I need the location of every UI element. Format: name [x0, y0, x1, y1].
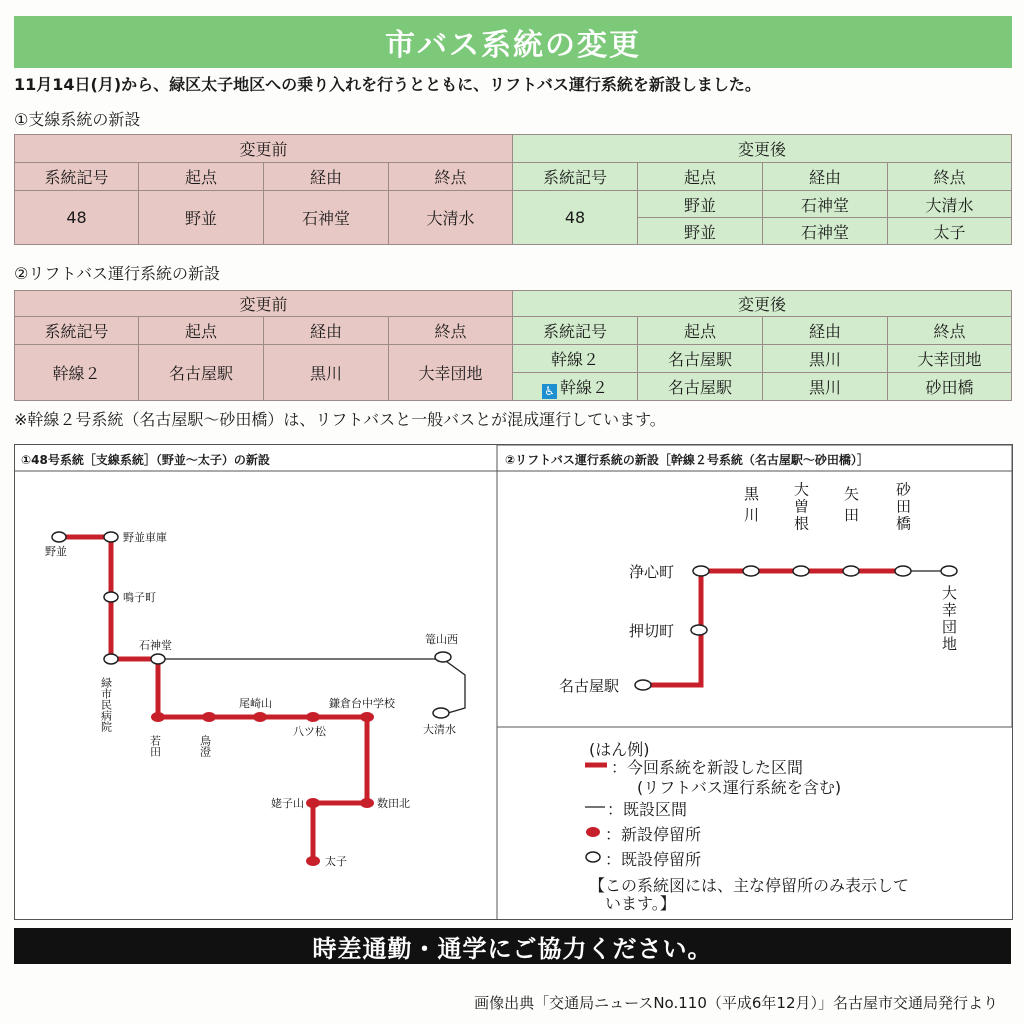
s1-after-start-1: 野並: [638, 191, 763, 218]
label-sunadabashi: 砂田橋: [894, 481, 912, 533]
s2-col-via-after: 経由: [763, 317, 888, 345]
s1-col-end: 終点: [389, 163, 513, 191]
legend-existing-stop-icon: [586, 852, 600, 862]
stop-oshikiri: [691, 625, 707, 635]
s1-col-end-after: 終点: [888, 163, 1012, 191]
section1-table: [14, 134, 1012, 245]
stop-anekoyama: [306, 798, 320, 808]
s1-col-code: 系統記号: [15, 163, 139, 191]
s2-before-code: 幹線２: [15, 345, 139, 401]
label-ishigamido: 石神堂: [139, 639, 172, 652]
stop-kurokawa: [743, 566, 759, 576]
legend-existing-route: ：既設区間: [607, 800, 688, 819]
label-wakata: 若田: [148, 735, 162, 757]
s2-col-code-after: 系統記号: [513, 317, 638, 345]
label-anekoyama: 姥子山: [271, 797, 304, 810]
s1-before-end: 大清水: [389, 191, 513, 245]
s1-before-via: 石神堂: [264, 191, 389, 245]
s2-after-code-2-label: 幹線２: [560, 377, 609, 397]
label-torisumi: 鳥澄: [198, 735, 212, 757]
s1-before-start: 野並: [139, 191, 264, 245]
section2-table: [14, 290, 1012, 401]
note-text: ※幹線２号系統（名古屋駅〜砂田橋）は、リフトバスと一般バスとが混成運行しています。: [14, 410, 666, 429]
s2-after-start-2: 名古屋駅: [638, 373, 763, 401]
stop-nonami-garage: [104, 532, 118, 542]
legend-note-2: います。】: [605, 894, 676, 913]
stop-nonami: [52, 532, 66, 542]
legend-note-1: 【この系統図には、主な停留所のみ表示して: [589, 876, 910, 895]
label-narukocho: 鳴子町: [123, 591, 156, 604]
label-oshimizu: 大清水: [423, 723, 456, 736]
page-title: 市バス系統の変更: [385, 28, 641, 63]
stop-sunadabashi: [895, 566, 911, 576]
stop-torisumi: [202, 712, 216, 722]
title-banner: [14, 16, 1012, 68]
label-tomoyamanishi: 篭山西: [425, 633, 458, 646]
s1-after-via-1: 石神堂: [763, 191, 888, 218]
stop-wakata: [151, 712, 165, 722]
stop-oshimizu: [433, 708, 449, 718]
legend-existing-stop: ：既設停留所: [605, 850, 702, 869]
s1-col-via-after: 経由: [763, 163, 888, 191]
s2-after-via-2: 黒川: [763, 373, 888, 401]
s1-after-end-2: 太子: [888, 218, 1012, 245]
label-ozone: 大曽根: [792, 481, 810, 533]
s2-before-start: 名古屋駅: [139, 345, 264, 401]
label-osakiyama: 尾崎山: [239, 697, 272, 710]
s2-col-end-after: 終点: [888, 317, 1012, 345]
bottom-banner-text: 時差通勤・通学にご協力ください。: [312, 934, 713, 963]
label-kamakuradai: 鎌倉台中学校: [329, 697, 395, 710]
bottom-banner: [14, 928, 1011, 964]
s1-after-code: 48: [513, 191, 638, 245]
label-yatsumatsu: 八ツ松: [293, 725, 326, 738]
map2-title: ②リフトバス運行系統の新設［幹線２号系統（名古屋駅〜砂田橋）］: [505, 453, 869, 467]
source-credit: 画像出典「交通局ニュースNo.110（平成6年12月）」名古屋市交通局発行より: [474, 994, 998, 1012]
legend-new-route-sub: (リフトバス運行系統を含む): [637, 778, 842, 797]
s2-col-start: 起点: [139, 317, 264, 345]
stop-narukocho: [104, 592, 118, 602]
s2-before-header: 変更前: [15, 291, 513, 317]
label-joshin: 浄心町: [629, 563, 675, 581]
stop-yada: [843, 566, 859, 576]
stop-ozone: [793, 566, 809, 576]
s1-col-start: 起点: [139, 163, 264, 191]
stop-kamakuradai: [360, 712, 374, 722]
label-kazuta: 数田北: [377, 797, 410, 810]
s2-after-via-1: 黒川: [763, 345, 888, 373]
map1-title: ①48号系統［支線系統］（野並〜太子）の新設: [21, 453, 270, 467]
s2-col-via: 経由: [264, 317, 389, 345]
route-diagram-svg: [15, 445, 1012, 919]
stop-daiko: [941, 566, 957, 576]
intro-text: 11月14日(月)から、緑区太子地区への乗り入れを行うとともに、リフトバス運行系統を新設しました。: [14, 75, 761, 94]
legend-new-route: ：今回系統を新設した区間: [611, 758, 804, 777]
s1-before-code: 48: [15, 191, 139, 245]
stop-yatsumatsu: [306, 712, 320, 722]
s1-after-header: 変更後: [513, 135, 1012, 163]
s1-after-start-2: 野並: [638, 218, 763, 245]
section2-label: ②リフトバス運行系統の新設: [14, 264, 221, 283]
s2-after-end-1: 大幸団地: [888, 345, 1012, 373]
s2-col-end: 終点: [389, 317, 513, 345]
route-diagram-panel: [14, 444, 1013, 920]
s1-after-via-2: 石神堂: [763, 218, 888, 245]
label-hospital: 緑市民病院: [99, 677, 113, 732]
legend-new-stop-icon: [586, 827, 600, 837]
stop-joshin: [693, 566, 709, 576]
s2-after-header: 変更後: [513, 291, 1012, 317]
s2-after-code-2: [513, 373, 638, 401]
s2-col-code: 系統記号: [15, 317, 139, 345]
s2-after-code-1: 幹線２: [513, 345, 638, 373]
label-nonami: 野並: [45, 545, 67, 558]
legend-title: (はん例): [589, 740, 650, 759]
s2-col-start-after: 起点: [638, 317, 763, 345]
label-nagoya: 名古屋駅: [559, 677, 620, 695]
s2-before-end: 大幸団地: [389, 345, 513, 401]
s2-before-via: 黒川: [264, 345, 389, 401]
label-taishi: 太子: [325, 855, 347, 868]
section1-label: ①支線系統の新設: [14, 110, 141, 129]
s1-col-start-after: 起点: [638, 163, 763, 191]
s2-after-end-2: 砂田橋: [888, 373, 1012, 401]
label-kurokawa: 黒川: [742, 486, 760, 528]
stop-ishigamido: [151, 654, 165, 664]
s2-after-start-1: 名古屋駅: [638, 345, 763, 373]
legend-new-stop: ：新設停留所: [605, 825, 702, 844]
label-nonami-garage: 野並車庫: [123, 531, 167, 544]
s1-before-header: 変更前: [15, 135, 513, 163]
s1-col-via: 経由: [264, 163, 389, 191]
label-oshikiri: 押切町: [629, 622, 675, 640]
stop-kazuta: [360, 798, 374, 808]
stop-tomoyamanishi: [435, 652, 451, 662]
stop-nagoya: [635, 680, 651, 690]
label-daiko: 大幸団地: [940, 585, 958, 653]
stop-osakiyama: [253, 712, 267, 722]
wheelchair-icon: ♿: [542, 384, 557, 399]
stop-hospital: [104, 654, 118, 664]
label-yada: 矢田: [842, 486, 860, 528]
s1-after-end-1: 大清水: [888, 191, 1012, 218]
s1-col-code-after: 系統記号: [513, 163, 638, 191]
stop-taishi: [306, 856, 320, 866]
